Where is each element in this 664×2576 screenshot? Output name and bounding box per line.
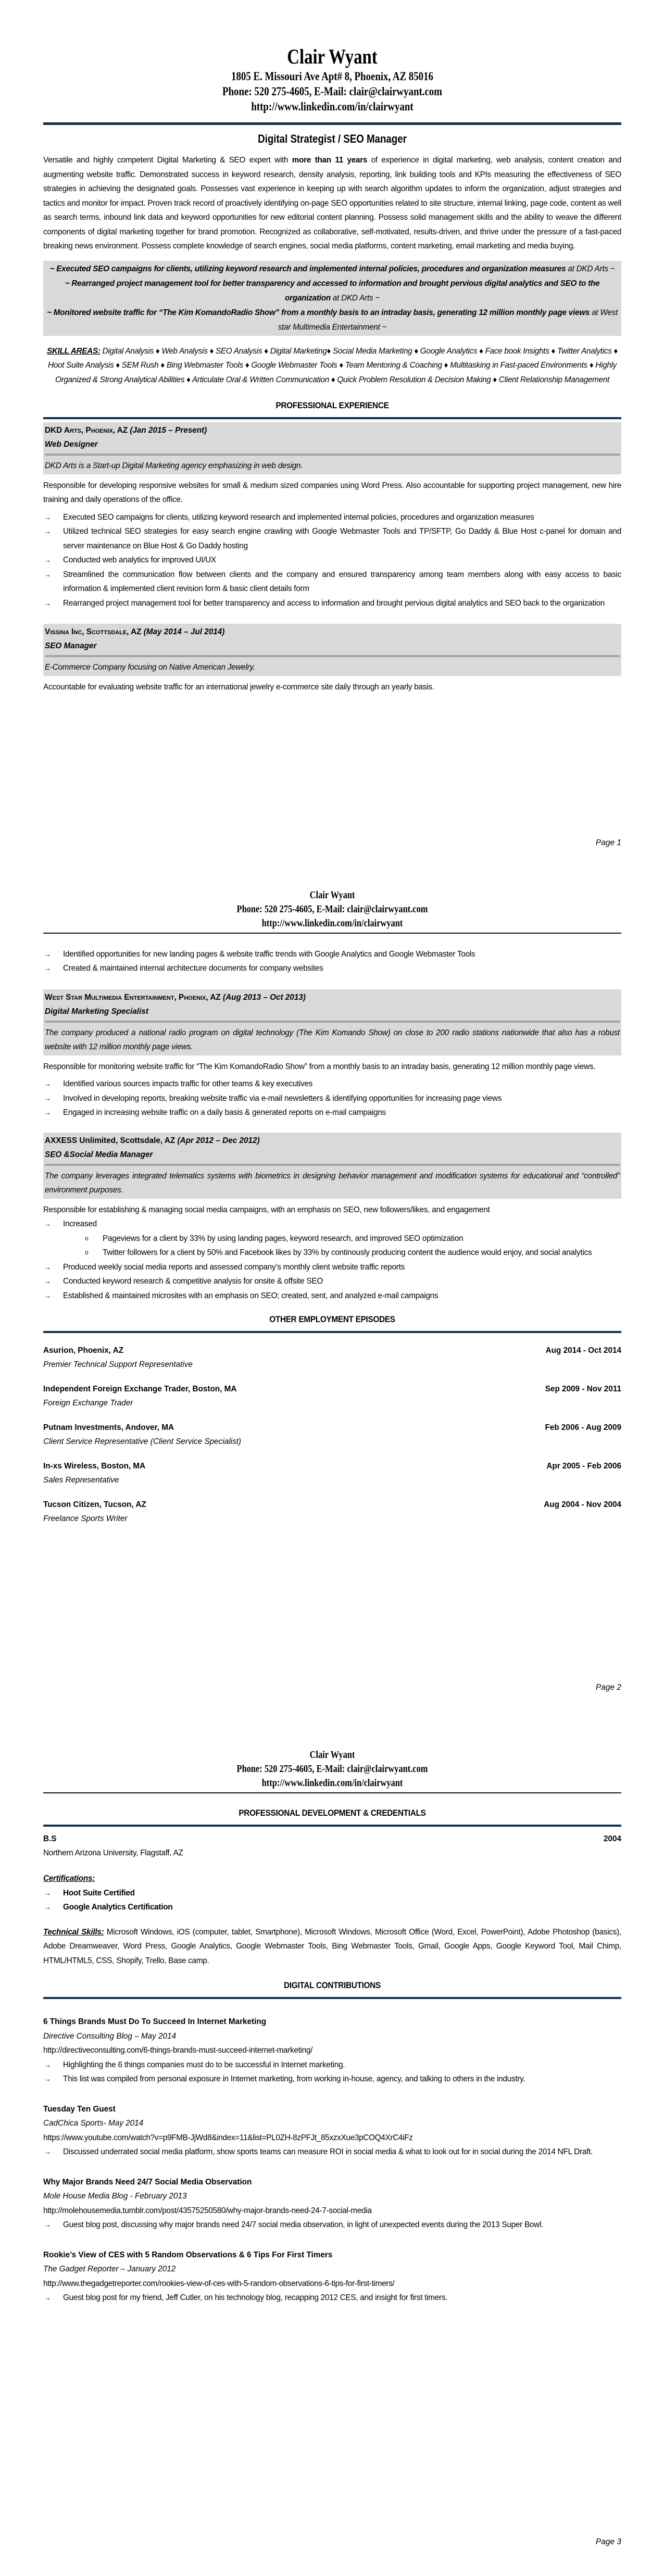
employment-dates: Sep 2009 - Nov 2011 (545, 1385, 621, 1393)
list-item: → Utilized technical SEO strategies for easy search engine crawling with Google Webmaster Tools and TP/SFTP, Go Daddy & Blue Host c-panel for domain and server maintenance on Blue Host & Go Daddy hosting (43, 524, 621, 553)
section-divider (43, 1331, 621, 1333)
job-divider (45, 1021, 620, 1023)
running-header (95, 1748, 569, 1790)
candidate-name: Clair Wyant (309, 1749, 355, 1761)
page-2 (0, 859, 664, 1717)
job-title: Web Designer (45, 440, 98, 449)
candidate-name: Clair Wyant (309, 889, 355, 901)
job-dates: (May 2014 – Jul 2014) (143, 627, 225, 636)
section-title-contributions: DIGITAL CONTRIBUTIONS (284, 1980, 381, 1990)
header-divider (43, 933, 621, 934)
arrow-icon: → (44, 556, 51, 564)
contribution-source: Directive Consulting Blog – May 2014 (43, 2031, 177, 2041)
job-summary: Responsible for establishing & managing social media campaigns, with an emphasis on SEO, new followers/likes, and engagement (43, 1205, 490, 1214)
linkedin-link[interactable]: http://www.linkedin.com/in/clairwyant (261, 1777, 403, 1789)
employment-entry (43, 1459, 621, 1487)
job-bullets (43, 1260, 621, 1303)
list-item: → Identified various sources impacts traffic for other teams & key executives (43, 1077, 621, 1091)
arrow-icon: → (44, 2060, 51, 2069)
sub-list-item: o Pageviews for a client by 33% by using landing pages, keyword research, and improved SEO optimization (43, 1232, 621, 1246)
graduation-year: 2004 (603, 1834, 621, 1843)
contribution-url[interactable]: https://www.youtube.com/watch?v=p9FMB-JjWd8&index=11&list=PL0ZH-8zPFJt_85xzxXue3pCOQ4XrC4iFz (43, 2133, 413, 2142)
circle-bullet-icon: o (85, 1234, 89, 1242)
list-item: → Involved in developing reports, breaking website traffic via e-mail newsletters & identifying opportunities for increasing page views (43, 1091, 621, 1106)
certification-item: → Hoot Suite Certified (43, 1886, 621, 1901)
list-item: → Conducted keyword research & competitive analysis for onsite & offsite SEO (43, 1274, 621, 1289)
contribution-entry (43, 2175, 621, 2232)
job-bullets (43, 1077, 621, 1120)
contribution-source: Mole House Media Blog - February 2013 (43, 2192, 187, 2201)
job-summary: Responsible for developing responsive websites for small & medium sized companies using Word Press. Also accountable for supporting project management, new hire training and daily operations of the office. (43, 481, 621, 504)
job-bullets (43, 1217, 621, 1232)
arrow-icon: → (44, 1291, 51, 1300)
arrow-icon: → (44, 599, 51, 607)
skill-areas: SKILL AREAS: Digital Analysis ♦ Web Analysis ♦ SEO Analysis ♦ Digital Marketing♦ Social Media Marketing ♦ Google Analytics ♦ Face book Insights ♦ Twitter Analytics ♦ Hoot Suite Analysis ♦ SEM Rush ♦ Bing Webmaster Tools ♦ Google Webmaster Tools ♦ Team Mentoring & Coaching ♦ Multitasking in Fast-paced Environments ♦ Highly Organized & Strong Analytical Abilities ♦ Articulate Oral & Written Communication ♦ Quick Problem Resolution & Decision Making ♦ Client Relationship Management (46, 346, 618, 384)
employment-entry (43, 1498, 621, 1526)
job-summary: Accountable for evaluating website traffic for an international jewelry e-commerce site daily through an yearly basis. (43, 682, 434, 692)
list-item: → Guest blog post for my friend, Jeff Cutler, on his technology blog, recapping 2012 CES, and insight for first timers. (43, 2291, 621, 2305)
page-3 (0, 1717, 664, 2576)
list-item: → Established & maintained microsites with an emphasis on SEO; created, sent, and analyzed e-mail campaigns (43, 1289, 621, 1303)
page-number: Page 2 (595, 1683, 621, 1692)
arrow-icon: → (44, 2221, 51, 2229)
list-item: → This list was compiled from personal exposure in Internet marketing, from working in-house, agency, and talking to others in the industry. (43, 2072, 621, 2087)
job-dates: (Apr 2012 – Dec 2012) (177, 1136, 260, 1145)
contribution-source: CadChica Sports- May 2014 (43, 2119, 144, 2128)
contribution-title: 6 Things Brands Must Do To Succeed In Internet Marketing (43, 2017, 267, 2026)
list-item: → Executed SEO campaigns for clients, utilizing keyword research and implemented internal policies, procedures and organization measures (43, 510, 621, 525)
employment-role: Foreign Exchange Trader (43, 1399, 133, 1408)
contribution-url[interactable]: http://www.thegadgetreporter.com/rookies-view-of-ces-with-5-random-observations-6-tips-for-first-timers/ (43, 2279, 395, 2288)
job-company: West Star Multimedia Entertainment, Phoenix, AZ (45, 992, 221, 1002)
contribution-url[interactable]: http://directiveconsulting.com/6-things-brands-must-succeed-internet-marketing/ (43, 2046, 313, 2055)
arrow-icon: → (44, 1263, 51, 1271)
employer: In-xs Wireless, Boston, MA (43, 1462, 146, 1471)
job-bullets (43, 510, 621, 611)
arrow-icon: → (44, 950, 51, 958)
summary-paragraph: Versatile and highly competent Digital Marketing & SEO expert with more than 11 years of experience in digital marketing, web analysis, content creation and augmenting website traffic. Demonstrated success in keyword research, density analysis, reporting, link building tools and KPIs measuring the effectiveness of SEO strategies in achieving the designated goals. Possesses vast experience in keeping up with search algorithm updates to inform the organization, adjust strategies and tactics and monitor for impact. Proven track record of proactively identifying on-page SEO opportunities related to site structure, internal linking, page code, content as well as search terms, inbound link data and keyword opportunities for new editorial content planning. Possess solid management skills and the ability to weave the different components of digital marketing together for brand promotion. Recognized as collaborative, self-motivated, results-driven, and thrive under the pressure of a fast-paced breaking news environment. Possess complete knowledge of search engines, social media platforms, content marketing, email marketing and media buying. (43, 156, 622, 250)
certification-item: → Google Analytics Certification (43, 1900, 621, 1915)
highlight-item: ~ Executed SEO campaigns for clients, utilizing keyword research and implemented internal policies, procedures and organization measures at DKD Arts ~ (49, 264, 615, 273)
employment-role: Premier Technical Support Representative (43, 1360, 193, 1369)
list-item: → Guest blog post, discussing why major brands need 24/7 social media observation, in light of unexpected events during the 2013 Super Bowl. (43, 2218, 621, 2232)
highlight-item: ~ Monitored website traffic for “The Kim KomandoRadio Show” from a monthly basis to an intraday basis, generating 12 million monthly page views at West star Multimedia Entertainment ~ (47, 308, 618, 332)
arrow-icon: → (44, 1109, 51, 1116)
employment-dates: Aug 2004 - Nov 2004 (544, 1500, 621, 1509)
contribution-entry (43, 2102, 621, 2159)
technical-skills: Technical Skills: Microsoft Windows, iOS (computer, tablet, Smartphone), Microsoft Windows, Microsoft Office (Word, Excel, PowerPoint), Adobe Photoshop (basics), Adobe Dreamweaver, Word Press, Google Analytics, Google Webmaster Tools, Bing Webmaster Tools, Gmail, Google Apps, Google Keyword Tool, Mail Chimp, HTML/HTML5, CSS, Shopify, Trello, Base camp. (43, 1927, 621, 1965)
employment-dates: Feb 2006 - Aug 2009 (545, 1423, 621, 1432)
page-1 (0, 0, 664, 859)
section-title-credentials: PROFESSIONAL DEVELOPMENT & CREDENTIALS (239, 1807, 426, 1818)
job-divider (45, 1164, 620, 1166)
contribution-title: Tuesday Ten Guest (43, 2104, 116, 2114)
job-company: DKD Arts, Phoenix, AZ (45, 426, 128, 435)
job-header (43, 624, 621, 676)
headline: Digital Strategist / SEO Manager (258, 132, 407, 145)
contribution-title: Why Major Brands Need 24/7 Social Media Observation (43, 2177, 252, 2187)
list-item: → Produced weekly social media reports and assessed company’s monthly client website traffic reports (43, 1260, 621, 1275)
list-item: → Engaged in increasing website traffic on a daily basis & generated reports on e-mail campaigns (43, 1105, 621, 1120)
arrow-icon: → (44, 1903, 51, 1911)
arrow-icon: → (44, 1094, 51, 1102)
education-entry (43, 1832, 621, 1861)
job-divider (45, 655, 620, 657)
other-employment-list (43, 1343, 621, 1526)
certifications-label: Certifications: (43, 1874, 95, 1883)
job-company: AXXESS Unlimited, Scottsdale, AZ (45, 1136, 176, 1145)
list-item: → Created & maintained internal architecture documents for company websites (43, 961, 621, 976)
school: Northern Arizona University, Flagstaff, AZ (43, 1848, 183, 1857)
contribution-source: The Gadget Reporter – January 2012 (43, 2265, 176, 2273)
employment-role: Freelance Sports Writer (43, 1514, 128, 1523)
job-header (43, 422, 621, 474)
contact-line: Phone: 520 275-4605, E-Mail: clair@clairwyant.com (236, 1763, 428, 1775)
list-item: → Identified opportunities for new landing pages & website traffic trends with Google Analytics and Google Webmaster Tools (43, 947, 621, 962)
arrow-icon: → (44, 2075, 51, 2083)
sub-list-item: o Twitter followers for a client by 50% and Facebook likes by 33% by continously producing content the audience would enjoy, and social analytics (43, 1246, 621, 1260)
resume-header (95, 45, 569, 114)
job-dates: (Aug 2013 – Oct 2013) (223, 992, 306, 1002)
employer: Asurion, Phoenix, AZ (43, 1346, 124, 1355)
page-number: Page 3 (595, 2537, 621, 2546)
contribution-entry (43, 2248, 621, 2305)
section-divider (43, 1997, 621, 1999)
section-divider (43, 417, 621, 419)
employment-role: Sales Representative (43, 1476, 119, 1485)
job-divider (45, 454, 620, 456)
arrow-icon: → (44, 1889, 51, 1897)
job-title: Digital Marketing Specialist (45, 1007, 148, 1016)
circle-bullet-icon: o (85, 1249, 89, 1256)
certifications (43, 1871, 621, 1915)
employer: Putnam Investments, Andover, MA (43, 1423, 174, 1432)
arrow-icon: → (44, 2294, 51, 2302)
job-title: SEO Manager (45, 642, 97, 650)
technical-skills-label: Technical Skills: (43, 1927, 104, 1937)
page-number: Page 1 (595, 838, 621, 847)
candidate-name: Clair Wyant (287, 45, 378, 68)
job-company: Vissina Inc, Scottsdale, AZ (45, 627, 142, 636)
arrow-icon: → (44, 1080, 51, 1088)
header-divider (43, 122, 621, 125)
list-item: → Increased (43, 1217, 621, 1232)
employment-entry (43, 1343, 621, 1372)
list-item: → Discussed underrated social media platform, show sports teams can measure ROI in social media & what to look out for in social during the 2014 NFL Draft. (43, 2145, 621, 2159)
employment-dates: Aug 2014 - Oct 2014 (545, 1346, 621, 1355)
career-highlights (43, 261, 621, 336)
employment-role: Client Service Representative (Client Service Specialist) (43, 1437, 242, 1446)
job-header (43, 989, 621, 1055)
arrow-icon: → (44, 527, 51, 535)
degree: B.S (43, 1834, 57, 1843)
employment-entry (43, 1382, 621, 1410)
skill-areas-label: SKILL AREAS: (46, 346, 101, 356)
employer: Independent Foreign Exchange Trader, Boston, MA (43, 1385, 237, 1393)
contact-line: Phone: 520 275-4605, E-Mail: clair@clairwyant.com (222, 85, 442, 98)
section-title-experience: PROFESSIONAL EXPERIENCE (275, 400, 389, 410)
header-divider (43, 1792, 621, 1793)
address: 1805 E. Missouri Ave Apt# 8, Phoenix, AZ 85016 (231, 70, 433, 83)
job-title: SEO &Social Media Manager (45, 1150, 153, 1159)
linkedin-link[interactable]: http://www.linkedin.com/in/clairwyant (261, 918, 403, 929)
arrow-icon: → (44, 964, 51, 972)
employment-entry (43, 1421, 621, 1449)
list-item: → Rearranged project management tool for better transparency and access to information and brought pervious digital analytics and SEO back to the organization (43, 596, 621, 611)
section-divider (43, 1825, 621, 1827)
contribution-url[interactable]: http://molehousemedia.tumblr.com/post/43575250580/why-major-brands-need-24-7-social-media (43, 2206, 372, 2215)
highlight-item: ~ Rearranged project management tool for better transparency and accessed to information and brought pervious digital analytics and SEO to the organization at DKD Arts ~ (65, 279, 600, 303)
list-item: → Streamlined the communication flow between clients and the company and ensured transparency among team members along with easy access to basic information & implemented client revision form & basic client details form (43, 568, 621, 596)
arrow-icon: → (44, 570, 51, 579)
job-summary: Responsible for monitoring website traffic for “The Kim KomandoRadio Show” from a monthly basis to an intraday basis, generating 12 million monthly page views. (43, 1062, 596, 1071)
job-header (43, 1133, 621, 1199)
employment-dates: Apr 2005 - Feb 2006 (546, 1462, 621, 1471)
arrow-icon: → (44, 1277, 51, 1285)
job-dates: (Jan 2015 – Present) (130, 426, 207, 435)
job-bullets (43, 947, 621, 976)
employer: Tucson Citizen, Tucson, AZ (43, 1500, 146, 1509)
list-item: → Conducted web analytics for improved UI/UX (43, 553, 621, 568)
running-header (95, 888, 569, 931)
arrow-icon: → (44, 1220, 51, 1228)
company-description: The company leverages integrated telematics systems with biometrics in designing behavior management and modification systems for educational and “controlled” environment purposes. (45, 1171, 620, 1195)
contribution-title: Rookie’s View of CES with 5 Random Observations & 6 Tips For First Timers (43, 2250, 333, 2259)
list-item: → Highlighting the 6 things companies must do to be successful in Internet marketing. (43, 2058, 621, 2072)
contact-line: Phone: 520 275-4605, E-Mail: clair@clairwyant.com (236, 903, 428, 915)
company-description: DKD Arts is a Start-up Digital Marketing agency emphasizing in web design. (45, 461, 303, 470)
arrow-icon: → (44, 513, 51, 521)
company-description: The company produced a national radio program on digital technology (The Kim Komando Show) on close to 200 radio stations nationwide that also has a robust website with 12 million monthly page views. (45, 1028, 620, 1051)
arrow-icon: → (44, 2148, 51, 2156)
sub-bullets (43, 1232, 621, 1260)
linkedin-link[interactable]: http://www.linkedin.com/in/clairwyant (251, 100, 414, 113)
company-description: E-Commerce Company focusing on Native American Jewelry. (45, 663, 255, 672)
contribution-entry (43, 2015, 621, 2087)
section-title-other-employment: OTHER EMPLOYMENT EPISODES (269, 1314, 395, 1324)
